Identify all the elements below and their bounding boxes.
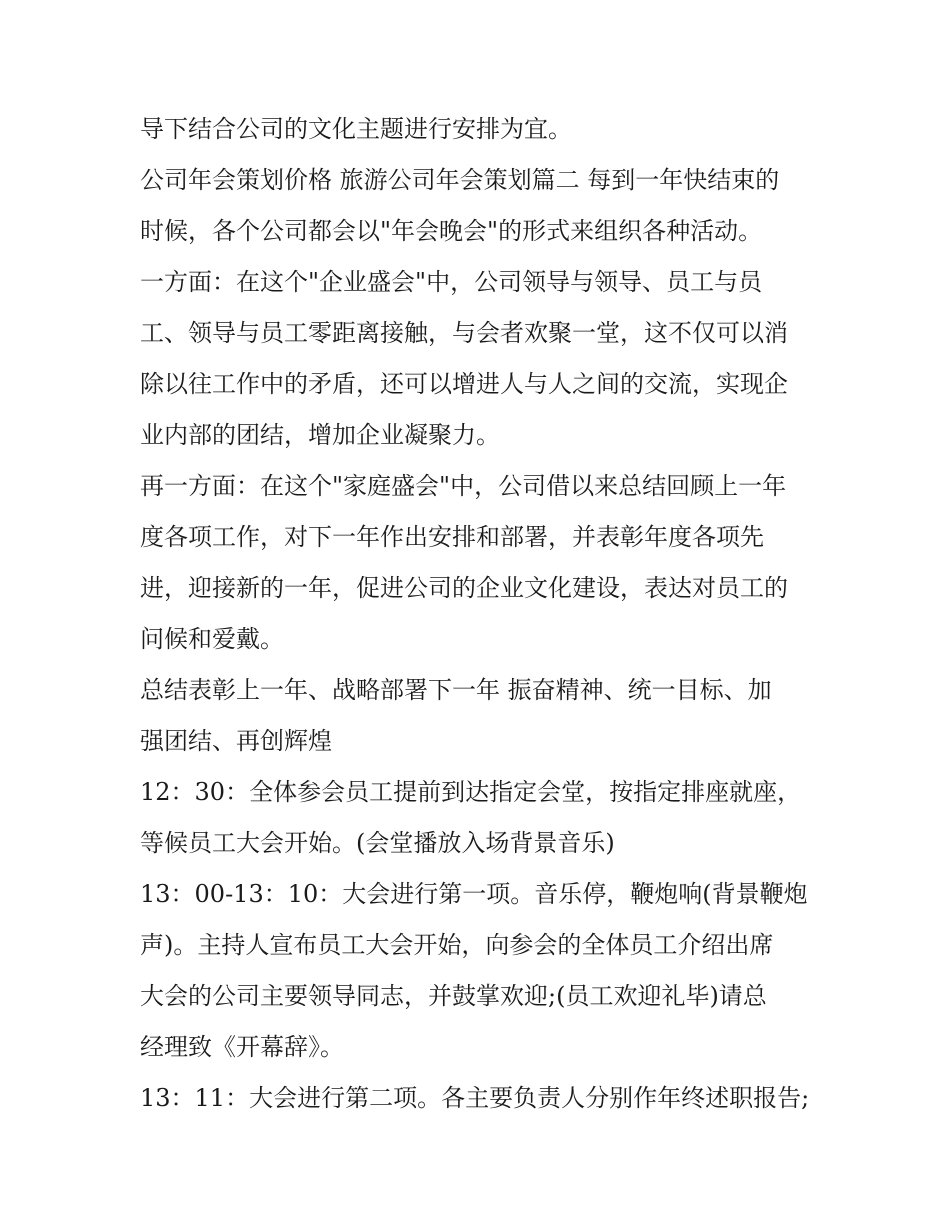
text-line: 时候，各个公司都会以"年会晚会"的形式来组织各种活动。 (140, 217, 763, 245)
text-line: 度各项工作，对下一年作出安排和部署，并表彰年度各项先 (140, 523, 764, 551)
text-line: 公司年会策划价格 旅游公司年会策划篇二 每到一年快结束的 (140, 166, 780, 194)
text-line: 除以往工作中的矛盾，还可以增进人与人之间的交流，实现企 (140, 370, 788, 398)
text-line: 12：30：全体参会员工提前到达指定会堂，按指定排座就座， (140, 778, 802, 806)
text-line: 声)。主持人宣布员工大会开始，向参会的全体员工介绍出席 (140, 931, 774, 959)
text-line: 强团结、再创辉煌 (140, 727, 332, 755)
text-line: 进，迎接新的一年，促进公司的企业文化建设，表达对员工的 (140, 574, 788, 602)
text-line: 工、领导与员工零距离接触，与会者欢聚一堂，这不仅可以消 (140, 319, 788, 347)
text-line: 等候员工大会开始。(会堂播放入场背景音乐) (140, 829, 615, 857)
text-line: 再一方面：在这个"家庭盛会"中，公司借以来总结回顾上一年 (140, 472, 787, 500)
text-line: 总结表彰上一年、战略部署下一年 振奋精神、统一目标、加 (140, 676, 772, 704)
text-line: 13：11：大会进行第二项。各主要负责人分别作年终述职报告; (140, 1084, 810, 1112)
document-text-body (140, 104, 820, 1124)
text-line: 业内部的团结，增加企业凝聚力。 (140, 421, 500, 449)
text-line: 经理致《开幕辞》。 (140, 1033, 344, 1061)
text-line: 大会的公司主要领导同志，并鼓掌欢迎;(员工欢迎礼毕)请总 (140, 982, 767, 1010)
text-line: 导下结合公司的文化主题进行安排为宜。 (140, 115, 572, 143)
text-line: 问候和爱戴。 (140, 625, 284, 653)
text-line: 13：00-13：10：大会进行第一项。音乐停，鞭炮响(背景鞭炮 (140, 880, 808, 908)
text-line: 一方面：在这个"企业盛会"中，公司领导与领导、员工与员 (140, 268, 763, 296)
